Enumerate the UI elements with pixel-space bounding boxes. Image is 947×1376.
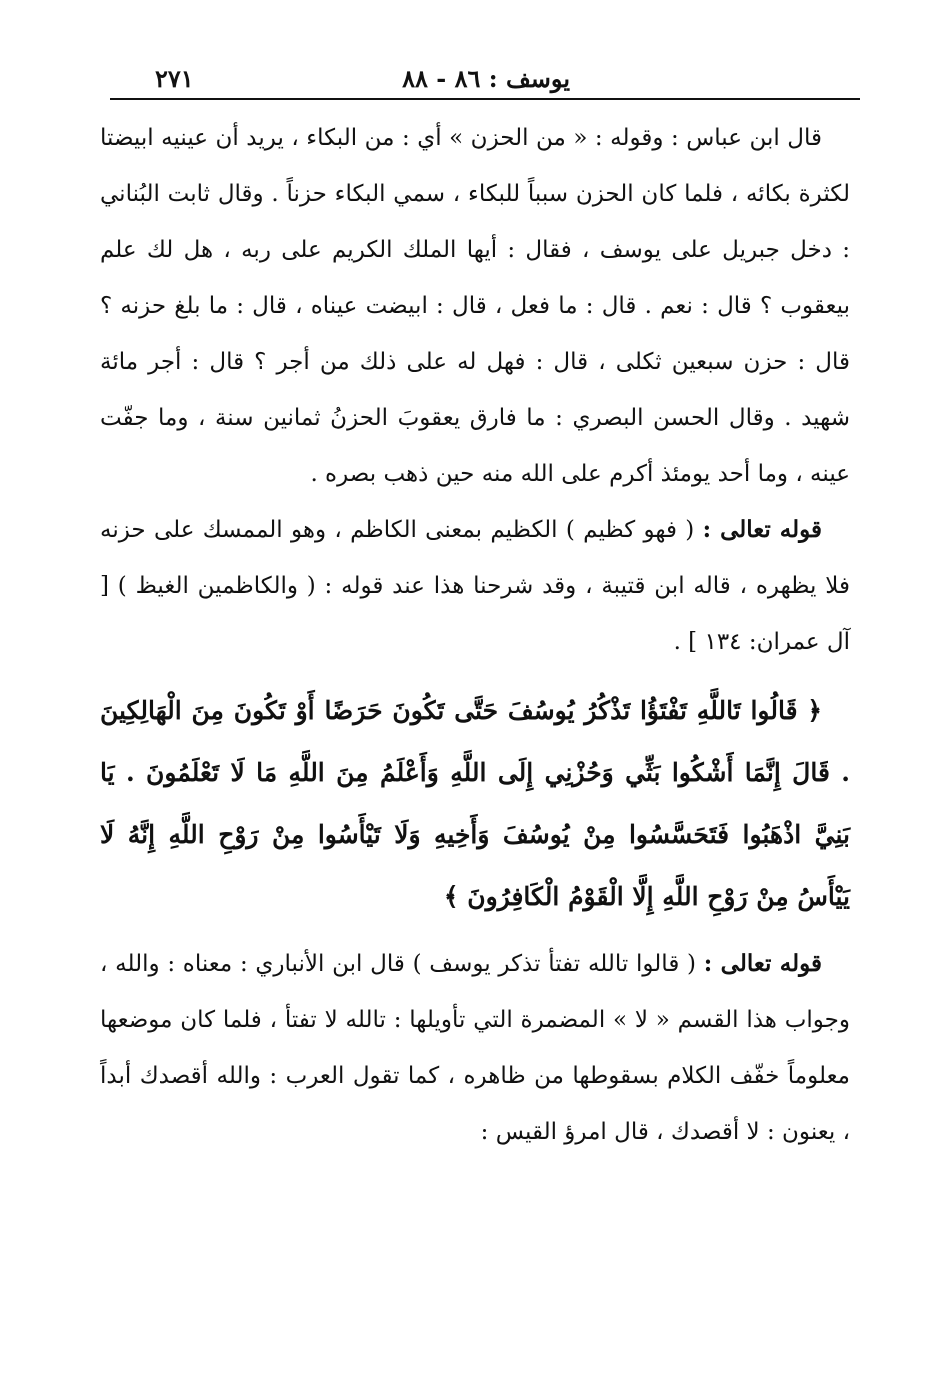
paragraph-kazim [100,502,850,670]
header-title: يوسف : ٨٦ - ٨٨ [402,64,570,93]
paragraph-lead: قوله تعالى : [703,950,822,977]
paragraph-text: ( فهو كظيم ) الكظيم بمعنى الكاظم ، وهو الممسك على حزنه فلا يظهره ، قاله ابن قتيبة ، وقد شرحنا هذا عند قوله : ( والكاظمين الغيظ ) [ آل عمران: ١٣٤ ] . [100,517,850,655]
page-number: ٢٧١ [155,64,194,93]
quran-verse [100,680,850,928]
paragraph-lead: قوله تعالى : [702,516,823,543]
body-text [100,110,850,1160]
paragraph-text: ( قالوا تالله تفتأ تذكر يوسف ) قال ابن الأنباري : معناه : والله ، وجواب هذا القسم « لا » المضمرة التي تأويلها : تالله لا تفتأ ، فلما كان موضعها معلوماً خفّف الكلام بسقوطها من ظاهره ، كما تقول العرب : والله أقصدك أبداً ، يعنون : لا أقصدك ، قال امرؤ القيس : [100,951,850,1145]
header-rule [110,98,860,100]
paragraph-ibn-abbas [100,110,850,502]
running-header [110,58,860,98]
paragraph-commentary [100,936,850,1160]
verse-text: ﴿ قَالُوا تَاللَّهِ تَفْتَؤُا تَذْكُرُ يُوسُفَ حَتَّى تَكُونَ حَرَضًا أَوْ تَكُونَ مِنَ الْهَالِكِينَ . قَالَ إِنَّمَا أَشْكُوا بَثِّي وَحُزْنِي إِلَى اللَّهِ وَأَعْلَمُ مِنَ اللَّهِ مَا لَا تَعْلَمُونَ . يَا بَنِيَّ اذْهَبُوا فَتَحَسَّسُوا مِنْ يُوسُفَ وَأَخِيهِ وَلَا تَيْأَسُوا مِنْ رَوْحِ اللَّهِ إِنَّهُ لَا يَيْأَسُ مِنْ رَوْحِ اللَّهِ إِلَّا الْقَوْمُ الْكَافِرُونَ ﴾ [100,696,850,911]
paragraph-text: قال ابن عباس : وقوله : « من الحزن » أي : من البكاء ، يريد أن عينيه ابيضتا لكثرة بكائه ، فلما كان الحزن سبباً للبكاء ، سمي البكاء حزناً . وقال ثابت البُناني : دخل جبريل على يوسف ، فقال : أيها الملك الكريم على ربه ، هل لك علم بيعقوب ؟ قال : نعم . قال : ما فعل ، قال : ابيضت عيناه ، قال : ما بلغ حزنه ؟ قال : حزن سبعين ثكلى ، قال : فهل له على ذلك من أجر ؟ قال : أجر مائة شهيد . وقال الحسن البصري : ما فارق يعقوبَ الحزنُ ثمانين سنة ، وما جفّت عينه ، وما أحد يومئذ أكرم على الله منه حين ذهب بصره . [100,125,850,487]
